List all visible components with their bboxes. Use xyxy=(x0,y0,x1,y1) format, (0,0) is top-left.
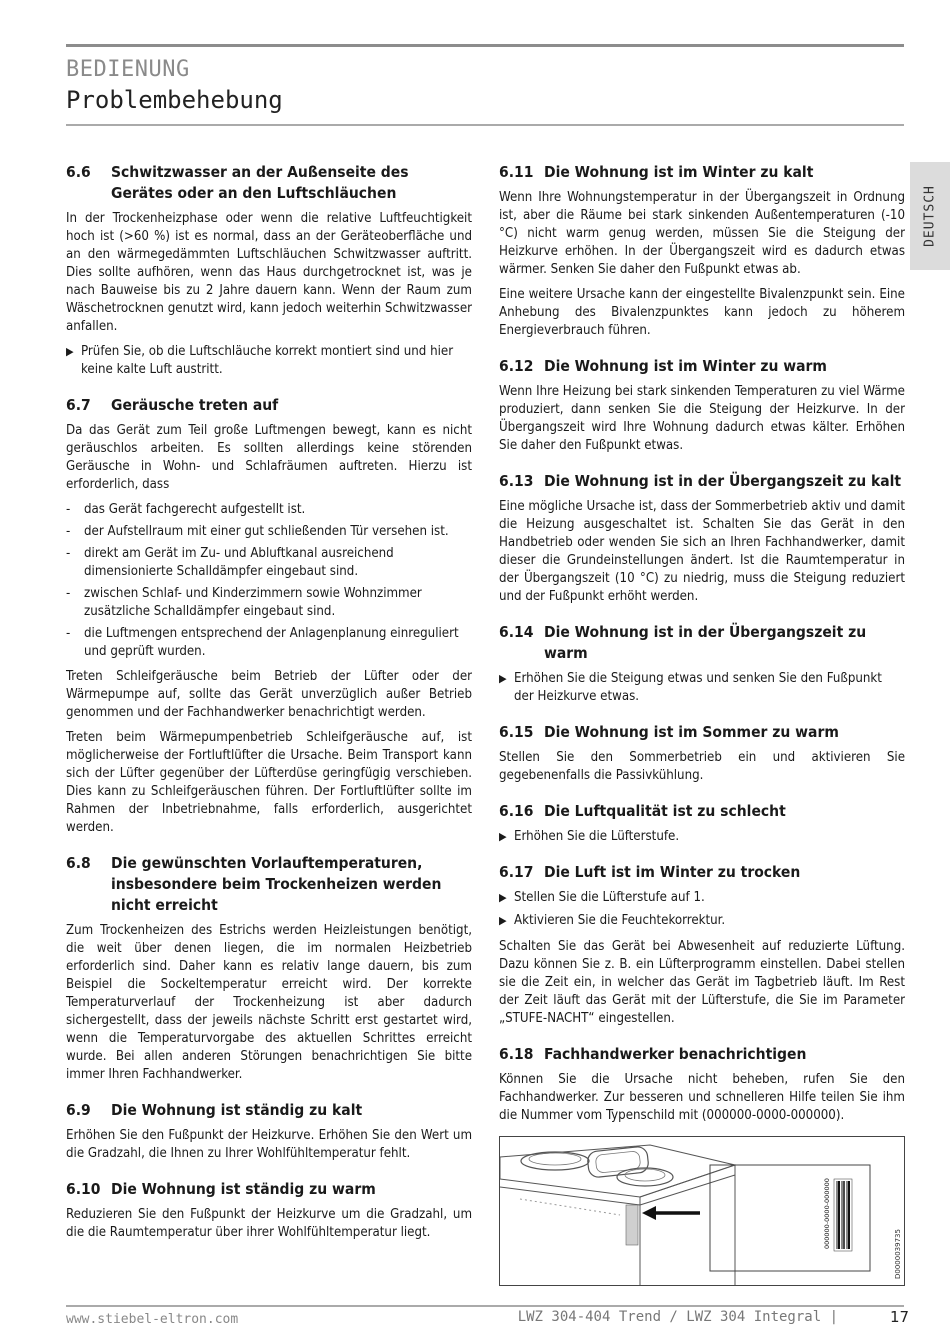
type-plate-number: 000000-0000-000000 xyxy=(823,1178,831,1249)
section-title: Die Luftqualität ist zu schlecht xyxy=(544,802,786,820)
section-heading xyxy=(499,471,905,492)
section-6-17 xyxy=(499,862,905,1028)
section-6-18 xyxy=(499,1044,905,1125)
bullet-text: Prüfen Sie, ob die Luftschläuche korrekt montiert sind und hier keine kalte Luft austritt. xyxy=(81,344,454,377)
dash-item xyxy=(66,545,472,581)
dash-marker: - xyxy=(66,524,71,539)
dash-item xyxy=(66,523,472,541)
header-section: BEDIENUNG xyxy=(66,57,190,82)
section-heading xyxy=(499,1044,905,1065)
section-6-9 xyxy=(66,1100,472,1163)
dash-text: der Aufstellraum mit einer gut schließenden Tür versehen ist. xyxy=(84,524,449,539)
section-number: 6.6 xyxy=(66,163,91,181)
section-title: Die Wohnung ist im Winter zu kalt xyxy=(544,163,814,181)
section-number: 6.18 xyxy=(499,1045,534,1063)
device-illustration xyxy=(500,1137,905,1286)
section-heading xyxy=(66,1100,472,1121)
section-heading xyxy=(499,622,905,664)
action-bullet xyxy=(499,912,905,930)
paragraph: Reduzieren Sie den Fußpunkt der Heizkurve um die Gradzahl, um die die Raumtemperatur über ihrer Wohlfühltemperatur liegt. xyxy=(66,1207,472,1240)
dash-text: zwischen Schlaf- und Kinderzimmern sowie Wohnzimmer zusätzliche Schalldämpfer eingebaut sind. xyxy=(84,586,422,619)
bullet-text: Stellen Sie die Lüfterstufe auf 1. xyxy=(514,890,705,905)
action-bullet xyxy=(499,889,905,907)
bullet-text: Erhöhen Sie die Lüfterstufe. xyxy=(514,829,680,844)
section-6-12 xyxy=(499,356,905,455)
header-bottom-rule xyxy=(66,124,904,126)
section-number: 6.7 xyxy=(66,396,91,414)
paragraph: Eine mögliche Ursache ist, dass der Sommerbetrieb aktiv und damit die Heizung ausgeschaltet ist. Schalten Sie das Gerät in den Handbetrieb oder wenden Sie sich an Ihren Fachhandwerker, damit dieser die Grundeinstellungen ändert. Ist die Raumtemperatur in der Übergangszeit (10 °C) zu niedrig, muss die Steigung reduziert und der Fußpunkt erhöht werden. xyxy=(499,499,905,604)
language-tab-label: DEUTSCH xyxy=(922,185,938,247)
section-title: Die Wohnung ist ständig zu warm xyxy=(111,1180,376,1198)
section-heading xyxy=(499,722,905,743)
section-title: Die gewünschten Vorlauftemperaturen, insbesondere beim Trockenheizen werden nicht erreicht xyxy=(111,854,442,914)
paragraph: Erhöhen Sie den Fußpunkt der Heizkurve. Erhöhen Sie den Wert um die Gradzahl, die Ihnen zu Ihrer Wohlfühltemperatur fehlt. xyxy=(66,1128,472,1161)
triangle-bullet-icon: ▶ xyxy=(499,672,507,685)
triangle-bullet-icon: ▶ xyxy=(499,830,507,843)
section-title: Die Wohnung ist im Winter zu warm xyxy=(544,357,827,375)
paragraph: Eine weitere Ursache kann der eingestellte Bivalenzpunkt sein. Eine Anhebung des Bivalenzpunktes kann jedoch zu höherem Energieverbrauch führen. xyxy=(499,287,905,338)
triangle-bullet-icon: ▶ xyxy=(499,891,507,904)
page-title: Problembehebung xyxy=(66,86,283,114)
triangle-bullet-icon: ▶ xyxy=(499,914,507,927)
section-heading xyxy=(66,853,472,916)
dash-marker: - xyxy=(66,626,71,641)
dash-item xyxy=(66,625,472,661)
paragraph: In der Trockenheizphase oder wenn die relative Luftfeuchtigkeit hoch ist (>60 %) ist es normal, dass an der Geräteoberfläche und an den wärmegedämmten Luftschläuchen Schwitzwasser auftritt. Dies sollte aufhören, wenn das Haus durchgetrocknet ist, was je nach Bauweise bis zu 2 Jahre dauern kann. Wenn der Raum zum Wäschetrocknen genutzt wird, kann jedoch weiterhin Schwitzwasser anfallen. xyxy=(66,211,472,334)
section-heading xyxy=(499,862,905,883)
paragraph: Wenn Ihre Heizung bei stark sinkenden Temperaturen zu viel Wärme produziert, dann senken Sie die Steigung der Heizkurve. In der Übergangszeit wird Ihre Wohnung dadurch etwas kälter. Erhöhen Sie daher den Fußpunkt etwas. xyxy=(499,384,905,453)
section-title: Die Wohnung ist ständig zu kalt xyxy=(111,1101,363,1119)
paragraph: Können Sie die Ursache nicht beheben, rufen Sie den Fachhandwerker. Zur besseren und schnelleren Hilfe teilen Sie ihm die Nummer vom Typenschild mit (000000-0000-000000). xyxy=(499,1072,905,1123)
dash-text: das Gerät fachgerecht aufgestellt ist. xyxy=(84,502,306,517)
section-6-14 xyxy=(499,622,905,706)
section-heading xyxy=(499,162,905,183)
dash-item xyxy=(66,585,472,621)
dash-item xyxy=(66,501,472,519)
section-title: Die Wohnung ist in der Übergangszeit zu warm xyxy=(544,623,867,662)
section-heading xyxy=(66,395,472,416)
action-bullet xyxy=(499,670,905,706)
bullet-text: Aktivieren Sie die Feuchtekorrektur. xyxy=(514,913,726,928)
figure-id: D0000039735 xyxy=(894,1229,902,1279)
paragraph: Treten beim Wärmepumpenbetrieb Schleifgeräusche auf, ist möglicherweise der Fortluftlüfter die Ursache. Beim Transport kann sich der Lüfter gegenüber der Lüfterdüse geringfügig verschieben. Dies kann zu Schleifgeräuschen führen. Der Fortluftlüfter sollte im Rahmen der Inbetriebnahme, falls erforderlich, ausgerichtet werden. xyxy=(66,730,472,835)
section-number: 6.15 xyxy=(499,723,534,741)
paragraph: Zum Trockenheizen des Estrichs werden Heizleistungen benötigt, die weit über denen liegen, die im normalen Heizbetrieb erforderlich sind. Daher kann es relativ lange dauern, bis zum Beispiel die Sockeltemperatur erreicht wird. Der korrekte Temperaturverlauf der Trockenheizung ist aber dadurch sichergestellt, dass der jeweils nächste Schritt erst gestartet wird, wenn die Temperaturvorgabe des aktuellen Schrittes erreicht wurde. Bei allen anderen Störungen benachrichtigen Sie bitte immer Ihren Fachhandwerker. xyxy=(66,923,472,1082)
section-heading xyxy=(66,162,472,204)
header-top-rule xyxy=(66,44,904,47)
section-number: 6.13 xyxy=(499,472,534,490)
paragraph: Stellen Sie den Sommerbetrieb ein und aktivieren Sie gegebenenfalls die Passivkühlung. xyxy=(499,750,905,783)
language-tab xyxy=(910,162,950,270)
dash-marker: - xyxy=(66,502,71,517)
dash-marker: - xyxy=(66,586,71,601)
type-plate-figure xyxy=(499,1136,905,1286)
section-6-6 xyxy=(66,162,472,379)
action-bullet xyxy=(66,343,472,379)
section-6-16 xyxy=(499,801,905,846)
paragraph: Treten Schleifgeräusche beim Betrieb der Lüfter oder der Wärmepumpe auf, sollte das Gerät unverzüglich außer Betrieb genommen und der Fachhandwerker benachrichtigt werden. xyxy=(66,669,472,720)
section-title: Die Luft ist im Winter zu trocken xyxy=(544,863,801,881)
type-plate-on-device xyxy=(626,1205,638,1245)
section-title: Die Wohnung ist im Sommer zu warm xyxy=(544,723,839,741)
section-heading xyxy=(66,1179,472,1200)
left-column xyxy=(66,162,472,1258)
section-title: Schwitzwasser an der Außenseite des Gerätes oder an den Luftschläuchen xyxy=(111,163,409,202)
section-6-15 xyxy=(499,722,905,785)
paragraph: Wenn Ihre Wohnungstemperatur in der Übergangszeit in Ordnung ist, aber die Räume bei stark sinkenden Außentemperaturen (-10 °C) nicht warm genug werden, müssen Sie die Steigung der Heizkurve erhöhen. In der Übergangszeit wird es dadurch etwas wärmer. Senken Sie daher den Fußpunkt etwas ab. xyxy=(499,190,905,277)
section-number: 6.10 xyxy=(66,1180,101,1198)
section-heading xyxy=(499,356,905,377)
dash-text: direkt am Gerät im Zu- und Abluftkanal ausreichend dimensionierte Schalldämpfer eingebaut sind. xyxy=(84,546,394,579)
triangle-bullet-icon: ▶ xyxy=(66,345,74,358)
section-title: Geräusche treten auf xyxy=(111,396,279,414)
dash-text: die Luftmengen entsprechend der Anlagenplanung einreguliert und geprüft wurden. xyxy=(84,626,459,659)
section-6-8 xyxy=(66,853,472,1084)
section-number: 6.9 xyxy=(66,1101,91,1119)
section-number: 6.12 xyxy=(499,357,534,375)
section-heading xyxy=(499,801,905,822)
paragraph: Da das Gerät zum Teil große Luftmengen bewegt, kann es nicht geräuschlos arbeiten. Es sollten allerdings keine störenden Geräusche in Wohn- und Schlafräumen auftreten. Hierzu ist erforderlich, dass xyxy=(66,423,472,492)
section-number: 6.16 xyxy=(499,802,534,820)
section-6-7 xyxy=(66,395,472,837)
section-6-10 xyxy=(66,1179,472,1242)
duct-opening xyxy=(521,1152,589,1170)
section-6-11 xyxy=(499,162,905,340)
paragraph: Schalten Sie das Gerät bei Abwesenheit auf reduzierte Lüftung. Dazu können Sie z. B. ein Lüfterprogramm einstellen. Dabei stellen sie die Zeit ein, in welcher das Gerät im Tagbetrieb läuft. Im Rest der Zeit läuft das Gerät mit der Lüfterstufe, die Sie im Parameter „STUFE-NACHT“ eingestellen. xyxy=(499,939,905,1026)
right-column xyxy=(499,162,905,1141)
footer-url-link[interactable]: www.stiebel-eltron.com xyxy=(66,1312,239,1327)
footer-rule xyxy=(66,1305,904,1307)
action-bullet xyxy=(499,828,905,846)
page-number: 17 xyxy=(890,1308,910,1326)
section-6-13 xyxy=(499,471,905,606)
footer-model: LWZ 304-404 Trend / LWZ 304 Integral | xyxy=(517,1309,838,1325)
section-number: 6.11 xyxy=(499,163,534,181)
dash-marker: - xyxy=(66,546,71,561)
section-title: Die Wohnung ist in der Übergangszeit zu kalt xyxy=(544,472,902,490)
section-number: 6.8 xyxy=(66,854,91,872)
section-title: Fachhandwerker benachrichtigen xyxy=(544,1045,807,1063)
section-number: 6.17 xyxy=(499,863,534,881)
bullet-text: Erhöhen Sie die Steigung etwas und senken Sie den Fußpunkt der Heizkurve etwas. xyxy=(514,671,882,704)
type-plate-detail xyxy=(710,1165,870,1271)
section-number: 6.14 xyxy=(499,623,534,641)
